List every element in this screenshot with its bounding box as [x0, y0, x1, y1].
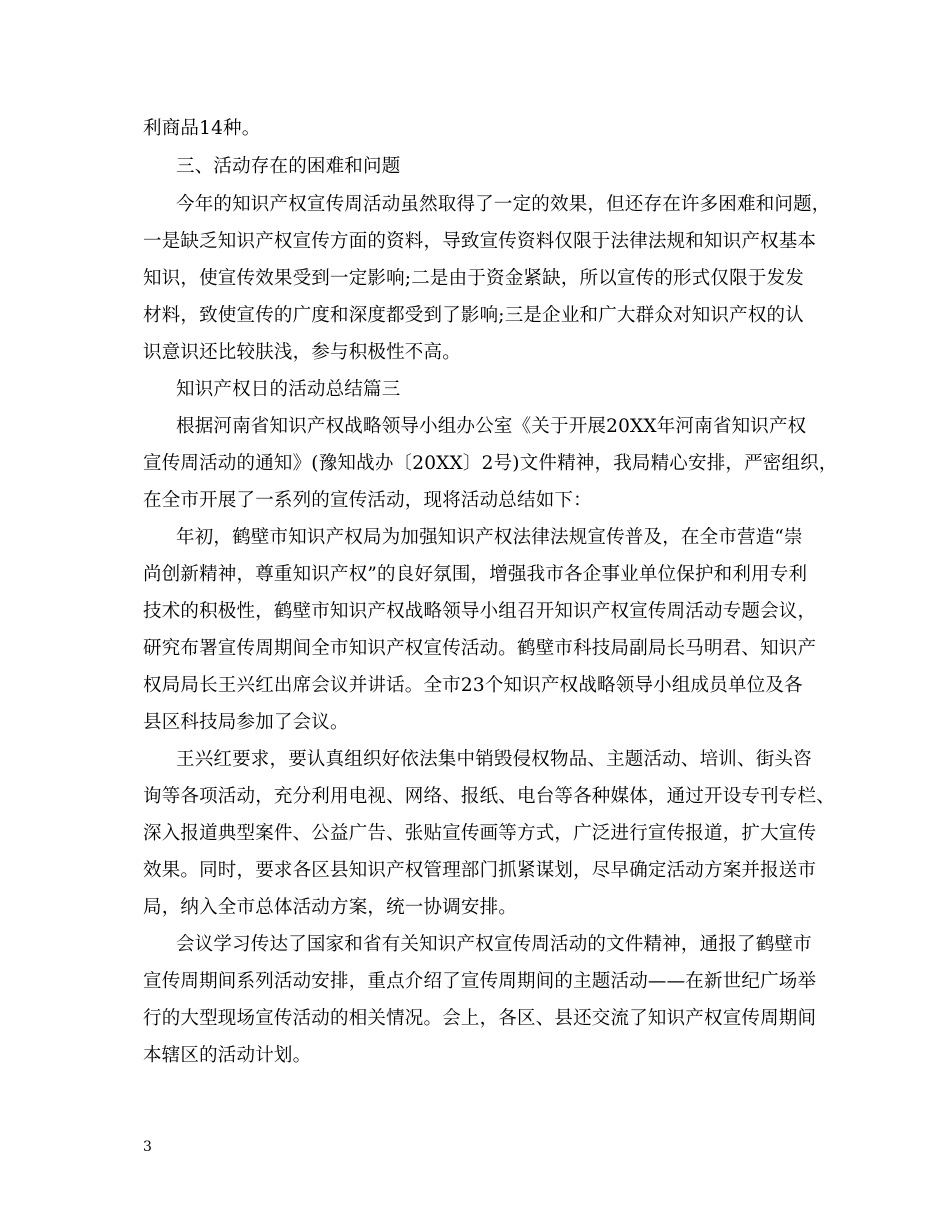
text-line: 材料，致使宣传的广度和深度都受到了影响;三是企业和广大群众对知识产权的认 — [143, 305, 804, 326]
text-line: 局，纳入全市总体活动方案，统一协调安排。 — [143, 897, 518, 918]
text-line: 在全市开展了一系列的宣传活动，现将活动总结如下： — [143, 490, 592, 511]
text-line: 尚创新精神，尊重知识产权”的良好氛围，增强我市各企事业单位保护和利用专利 — [143, 564, 808, 585]
text-line: 会议学习传达了国家和省有关知识产权宣传周活动的文件精神，通报了鹤壁市 — [176, 934, 812, 955]
page-number: 3 — [143, 1139, 152, 1155]
text-line: 宣传周活动的通知》(豫知战办〔20XX〕2号)文件精神，我局精心安排，严密组织， — [143, 453, 838, 474]
text-line: 本辖区的活动计划。 — [143, 1045, 312, 1066]
text-line: 今年的知识产权宣传周活动虽然取得了一定的效果，但还存在许多困难和问题， — [176, 194, 831, 215]
text-line: 技术的积极性，鹤壁市知识产权战略领导小组召开知识产权宣传周活动专题会议， — [143, 601, 817, 622]
text-line: 研究布署宣传周期间全市知识产权宣传活动。鹤壁市科技局副局长马明君、知识产 — [143, 638, 817, 659]
text-line: 深入报道典型案件、公益广告、张贴宣传画等方式，广泛进行宣传报道，扩大宣传 — [143, 823, 817, 844]
text-line: 一是缺乏知识产权宣传方面的资料，导致宣传资料仅限于法律法规和知识产权基本 — [143, 231, 817, 252]
text-line: 宣传周期间系列活动安排，重点介绍了宣传周期间的主题活动——在新世纪广场举 — [143, 971, 817, 992]
text-line: 权局局长王兴红出席会议并讲话。全市23个知识产权战略领导小组成员单位及各 — [143, 675, 803, 696]
section-heading: 三、活动存在的困难和问题 — [176, 156, 401, 177]
text-line: 利商品14种。 — [143, 118, 261, 139]
text-line: 行的大型现场宣传活动的相关情况。会上，各区、县还交流了知识产权宣传周期间 — [143, 1008, 817, 1029]
text-line: 识意识还比较肤浅，参与积极性不高。 — [143, 342, 461, 363]
text-line: 询等各项活动，充分利用电视、网络、报纸、电台等各种媒体，通过开设专刊专栏、 — [143, 786, 835, 807]
text-line: 年初，鹤壁市知识产权局为加强知识产权法律法规宣传普及，在全市营造“崇 — [176, 527, 803, 548]
text-line: 知识，使宣传效果受到一定影响;二是由于资金紧缺，所以宣传的形式仅限于发发 — [143, 268, 804, 289]
text-line: 根据河南省知识产权战略领导小组办公室《关于开展20XX年河南省知识产权 — [176, 416, 807, 437]
section-heading: 知识产权日的活动总结篇三 — [176, 379, 401, 400]
text-line: 效果。同时，要求各区县知识产权管理部门抓紧谋划，尽早确定活动方案并报送市 — [143, 860, 817, 881]
text-line: 县区科技局参加了会议。 — [143, 712, 349, 733]
text-line: 王兴红要求，要认真组织好依法集中销毁侵权物品、主题活动、培训、街头咨 — [176, 749, 812, 770]
